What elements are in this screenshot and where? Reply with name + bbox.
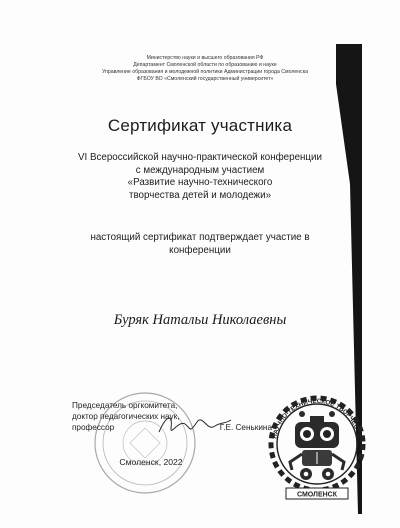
signatory-title: профессор — [72, 423, 115, 432]
confirmation-line: конференции — [169, 244, 231, 256]
robot-gear-emblem-icon — [262, 378, 372, 508]
conference-name — [40, 152, 360, 202]
place-and-year: Смоленск, 2022 — [119, 457, 183, 467]
issuer-line: ФГБОУ ВО «Смоленский государственный университет» — [136, 76, 274, 82]
conference-line: «Развитие научно-технического — [127, 177, 273, 189]
signatory-name: Г.Е. Сенькина — [219, 423, 272, 432]
conference-line: творчества детей и молодежи» — [128, 189, 272, 201]
conference-line: с международным участием — [135, 164, 265, 176]
certificate-title: Сертификат участника — [107, 116, 293, 135]
issuer-line: Департамент Смоленской области по образованию и науке — [133, 62, 277, 68]
issuer-header — [60, 55, 350, 83]
signatory-block — [72, 400, 272, 433]
emblem-arc-text: НАУЧНО-ТЕХНИЧЕСКОЕ ТВОРЧЕСТВО — [271, 397, 364, 443]
confirmation-text — [40, 232, 360, 257]
signatory-line: доктор педагогических наук, — [72, 412, 180, 421]
confirmation-line: настоящий сертификат подтверждает участие в — [90, 232, 310, 243]
issuer-line: Министерство науки и высшего образования РФ — [146, 55, 264, 61]
issuer-line: Управление образования и молодежной политики Администрации города Смоленска — [101, 69, 309, 75]
conference-line: VI Всероссийской научно-практической конференции — [78, 152, 322, 163]
emblem-city-text: СМОЛЕНСК — [296, 491, 338, 499]
recipient-name: Буряк Натальи Николаевны — [113, 312, 287, 328]
signatory-line: Председатель оргкомитета, — [72, 401, 178, 410]
